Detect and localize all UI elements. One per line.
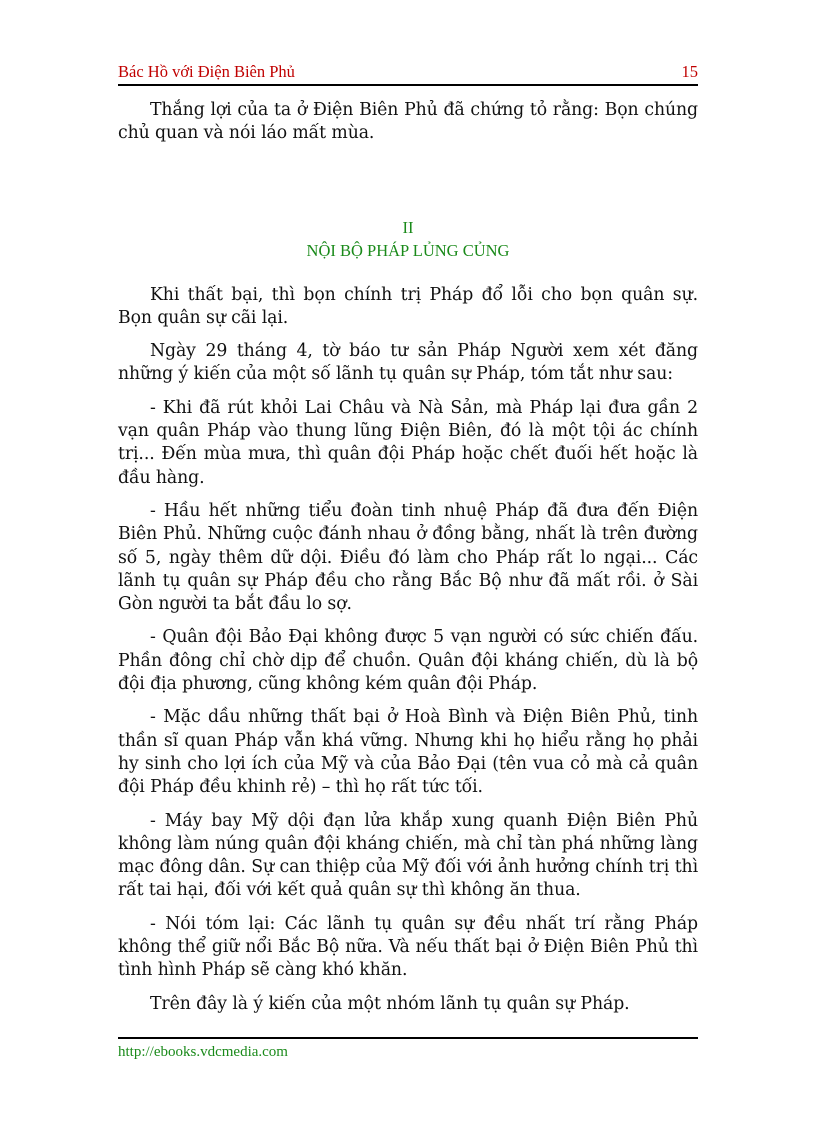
body-paragraph: Trên đây là ý kiến của một nhóm lãnh tụ quân sự Pháp. <box>150 993 630 1014</box>
page-header <box>118 60 698 86</box>
header-book-title: Bác Hồ với Điện Biên Phủ <box>118 62 295 81</box>
footer-divider <box>118 1037 698 1039</box>
page-body <box>118 99 698 1026</box>
body-paragraph: - Máy bay Mỹ dội đạn lửa khắp xung quanh Điện Biên Phủ không làm núng quân đội kháng chiến, mà chỉ tàn phá những làng mạc đông dân. Sự can thiệp của Mỹ đối với ảnh hưởng chính trị thì rất tai hại, đối với kết quả quân sự thì không ăn thua. <box>118 810 698 901</box>
body-paragraph: - Khi đã rút khỏi Lai Châu và Nà Sản, mà Pháp lại đưa gần 2 vạn quân Pháp vào thung lũng Điện Biên, đó là một tội ác chính trị... Đến mùa mưa, thì quân đội Pháp hoặc chết đuối hết hoặc là đầu hàng. <box>118 397 698 488</box>
footer-link[interactable]: http://ebooks.vdcmedia.com <box>118 1044 288 1060</box>
header-page-number: 15 <box>681 62 698 81</box>
section-title: NỘI BỘ PHÁP LỦNG CỦNG <box>306 240 510 260</box>
section-heading <box>118 216 698 262</box>
body-paragraph: - Quân đội Bảo Đại không được 5 vạn người có sức chiến đấu. Phần đông chỉ chờ dịp để chuồn. Quân đội kháng chiến, dù là bộ đội địa phương, cũng không kém quân đội Pháp. <box>118 627 698 695</box>
body-paragraph: - Nói tóm lại: Các lãnh tụ quân sự đều nhất trí rằng Pháp không thể giữ nổi Bắc Bộ nữa. Và nếu thất bại ở Điện Biên Phủ thì tình hình Pháp sẽ càng khó khăn. <box>118 913 698 981</box>
body-paragraph: Khi thất bại, thì bọn chính trị Pháp đổ lỗi cho bọn quân sự. Bọn quân sự cãi lại. <box>118 284 698 328</box>
body-paragraph: - Mặc dầu những thất bại ở Hoà Bình và Điện Biên Phủ, tinh thần sĩ quan Pháp vẫn khá vững. Nhưng khi họ hiểu rằng họ phải hy sinh cho lợi ích của Mỹ và của Bảo Đại (tên vua cỏ mà cả quân đội Pháp đều khinh rẻ) – thì họ rất tức tối. <box>118 707 698 798</box>
body-paragraph: - Hầu hết những tiểu đoàn tinh nhuệ Pháp đã đưa đến Điện Biên Phủ. Những cuộc đánh nhau ở đồng bằng, nhất là trên đường số 5, ngày thêm dữ dội. Điều đó làm cho Pháp rất lo ngại... Các lãnh tụ quân sự Pháp đều cho rằng Bắc Bộ như đã mất rồi. ở Sài Gòn người ta bắt đầu lo sợ. <box>118 500 698 615</box>
intro-paragraph: Thắng lợi của ta ở Điện Biên Phủ đã chứng tỏ rằng: Bọn chúng chủ quan và nói láo mất mùa. <box>118 100 698 144</box>
section-number: II <box>402 217 414 237</box>
body-paragraph: Ngày 29 tháng 4, tờ báo tư sản Pháp Người xem xét đăng những ý kiến của một số lãnh tụ quân sự Pháp, tóm tắt như sau: <box>118 341 698 385</box>
